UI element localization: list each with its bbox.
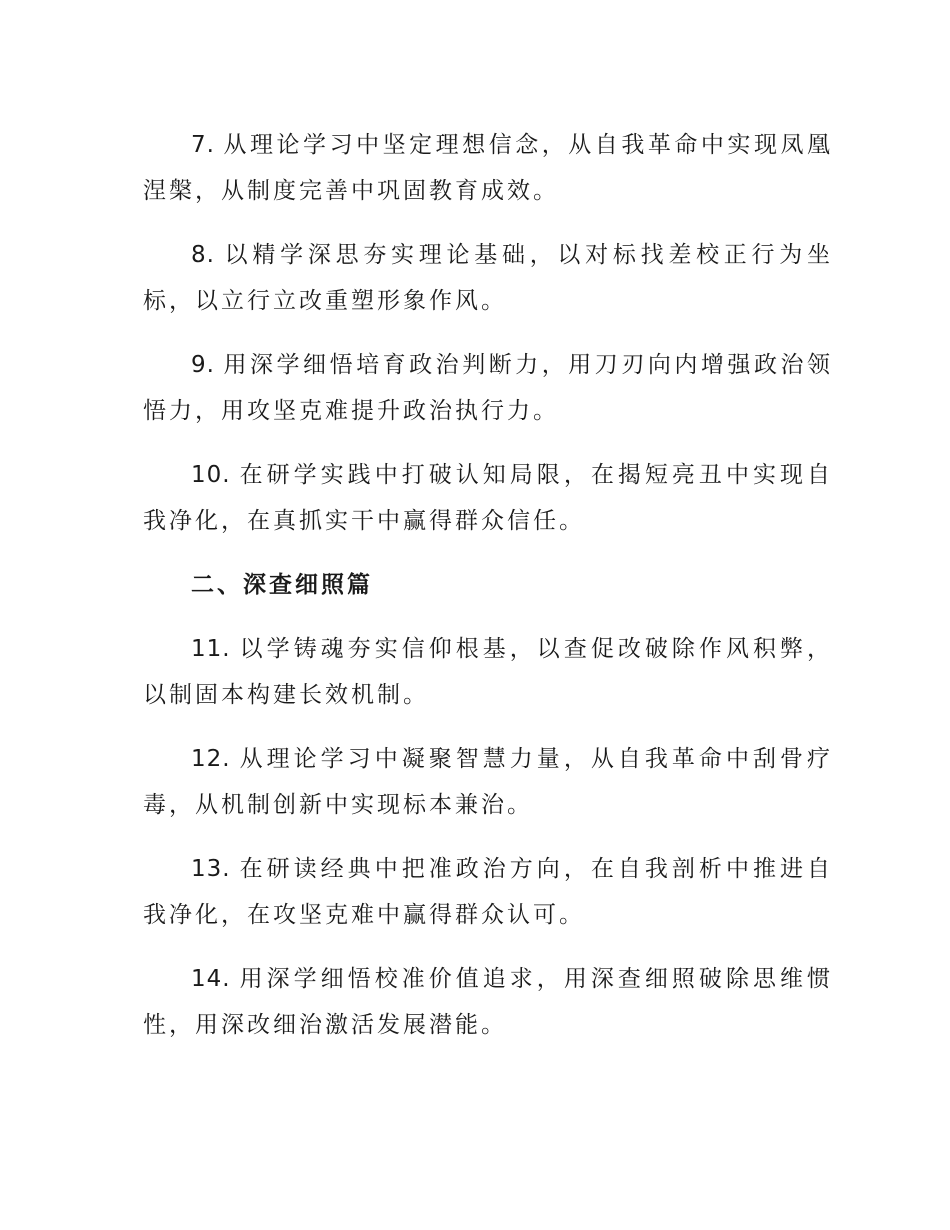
paragraph-text: 从理论学习中坚定理想信念，从自我革命中实现凤凰涅槃，从制度完善中巩固教育成效。 (143, 132, 833, 204)
paragraph-13 (143, 846, 833, 938)
paragraph-text: 从理论学习中凝聚智慧力量，从自我革命中刮骨疗毒，从机制创新中实现标本兼治。 (143, 746, 833, 818)
paragraph-text: 以学铸魂夯实信仰根基，以查促改破除作风积弊，以制固本构建长效机制。 (143, 636, 833, 708)
item-number: 13. (191, 856, 231, 882)
item-number: 7. (191, 132, 215, 158)
paragraph-7 (143, 122, 833, 214)
paragraph-text: 在研学实践中打破认知局限，在揭短亮丑中实现自我净化，在真抓实干中赢得群众信任。 (143, 462, 833, 534)
paragraph-11 (143, 626, 833, 718)
item-number: 11. (191, 636, 231, 662)
item-number: 14. (191, 966, 231, 992)
paragraph-text: 用深学细悟培育政治判断力，用刀刃向内增强政治领悟力，用攻坚克难提升政治执行力。 (143, 352, 833, 424)
document-body (143, 122, 833, 1066)
paragraph-12 (143, 736, 833, 828)
item-number: 8. (191, 242, 215, 268)
paragraph-8 (143, 232, 833, 324)
paragraph-text: 以精学深思夯实理论基础，以对标找差校正行为坐标，以立行立改重塑形象作风。 (143, 242, 833, 314)
paragraph-text: 在研读经典中把准政治方向，在自我剖析中推进自我净化，在攻坚克难中赢得群众认可。 (143, 856, 833, 928)
item-number: 12. (191, 746, 231, 772)
paragraph-10 (143, 452, 833, 544)
paragraph-14 (143, 956, 833, 1048)
item-number: 9. (191, 352, 215, 378)
paragraph-text: 用深学细悟校准价值追求，用深查细照破除思维惯性，用深改细治激活发展潜能。 (143, 966, 833, 1038)
item-number: 10. (191, 462, 231, 488)
section-heading: 二、深查细照篇 (191, 572, 373, 598)
paragraph-9 (143, 342, 833, 434)
